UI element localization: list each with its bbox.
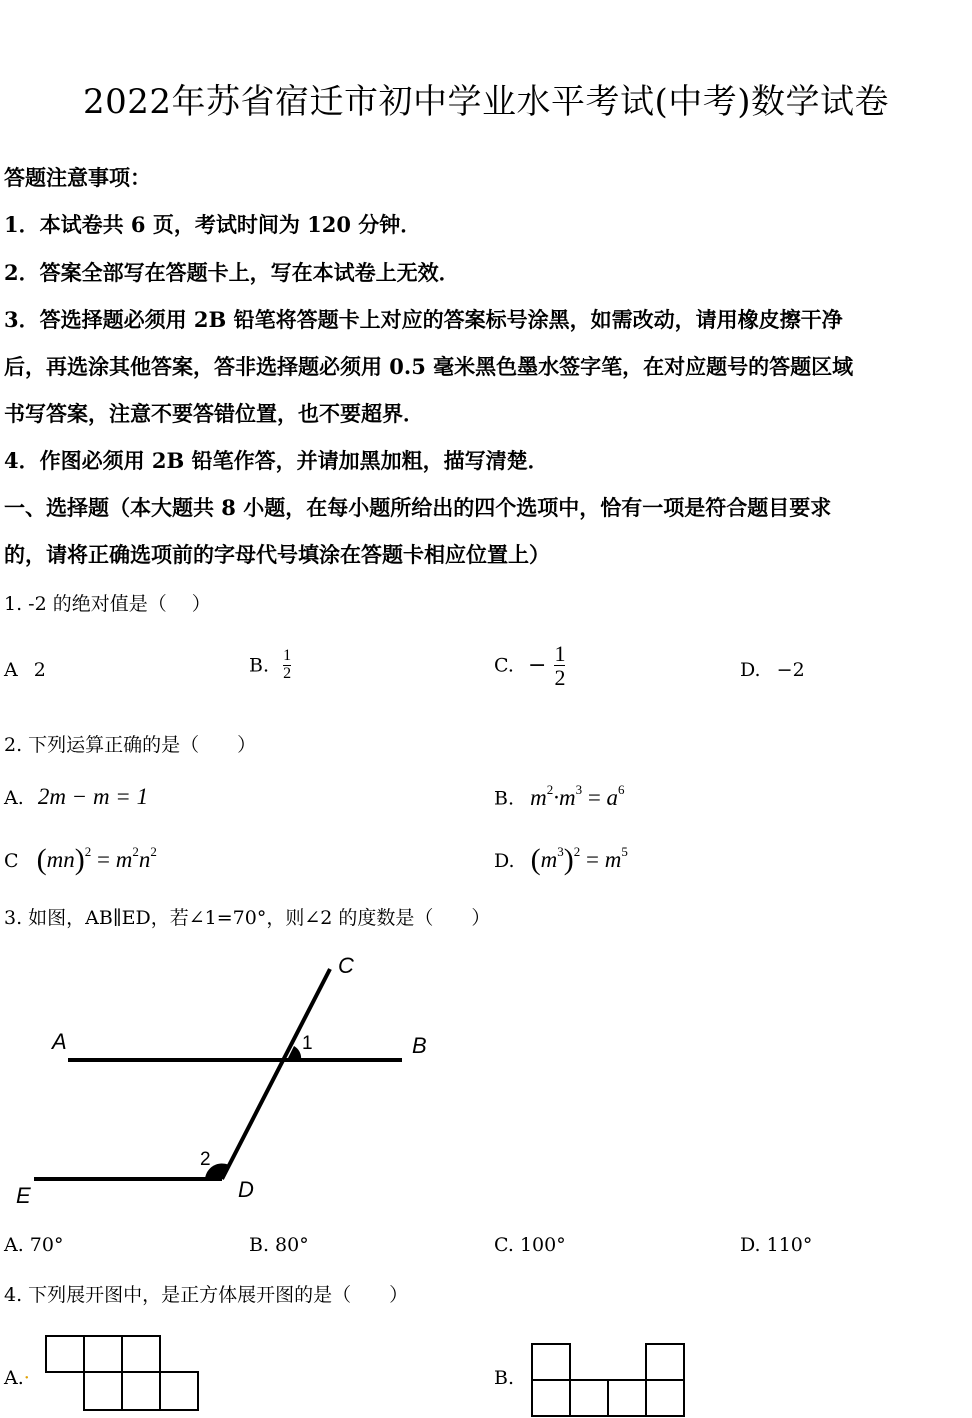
q1-d-letter: D. [740,659,761,681]
q1-option-d[interactable] [740,659,805,681]
q3-option-b[interactable]: B. 80° [249,1234,309,1256]
line-cd [222,969,330,1179]
note-3-line-3: 书写答案，注意不要答错位置，也不要超界． [4,401,424,426]
q1-b-letter: B. [249,654,270,677]
q1-b-denominator: 2 [283,664,292,682]
note-3-line-1: 3．答选择题必须用 2B 铅笔将答题卡上对应的答案标号涂黑，如需改动，请用橡皮擦干净 [4,307,843,332]
q4-a-letter: A. [4,1367,24,1389]
notes-heading: 答题注意事项： [4,165,151,190]
q2-option-d[interactable] [494,843,628,877]
q4-option-a[interactable] [4,1367,30,1389]
q2-option-b[interactable] [494,784,625,811]
q1-option-a[interactable] [4,659,46,681]
q2-option-c[interactable] [4,843,157,877]
note-1: 1．本试卷共 6 页，考试时间为 120 分钟． [4,212,422,237]
q3-option-d[interactable]: D. 110° [740,1234,813,1256]
q1-c-sign: − [527,653,547,679]
note-2: 2．答案全部写在答题卡上，写在本试卷上无效． [4,260,460,285]
q4-b-letter: B. [494,1367,515,1389]
q2-c-expression: $(mn)^2 = m^2n^2$ [36,843,157,876]
q2-c-letter: C [4,850,19,872]
q2-d-expression: $(m^3)^2 = m^5$ [530,843,628,876]
label-e: E [16,1183,31,1208]
q2-option-a[interactable] [4,784,148,810]
q4-net-a [44,1334,204,1414]
q1-stem: 1. -2 的绝对值是（ ） [4,593,211,615]
q1-d-value: −2 [776,659,805,681]
q2-a-expression: 2m − m = 1 [37,784,149,809]
label-b: B [412,1033,427,1058]
label-d: D [238,1177,254,1202]
q2-b-letter: B. [494,787,515,810]
q4-net-b [530,1342,690,1418]
q1-c-denominator: 2 [554,665,566,691]
note-4: 4．作图必须用 2B 铅笔作答，并请加黑加粗，描写清楚． [4,448,549,473]
label-c: C [338,953,354,978]
q4-stem: 4. 下列展开图中，是正方体展开图的是（ ） [4,1284,409,1306]
q2-b-expression: $m^2\cdot m^3 = a^6$ [530,782,625,810]
q1-a-value: 2 [33,659,46,681]
section-heading-line-2: 的，请将正确选项前的字母代号填涂在答题卡相应位置上） [4,542,550,567]
section-heading-line-1: 一、选择题（本大题共 8 小题，在每小题所给出的四个选项中，恰有一项是符合题目要求 [4,495,832,520]
q3-option-a[interactable]: A. 70° [4,1234,64,1256]
label-a: A [52,1029,67,1054]
q1-c-fraction [554,642,565,689]
stray-dot: · [23,1367,30,1389]
q1-option-b[interactable] [249,648,291,683]
label-angle-1: 1 [302,1033,313,1054]
page-title: 2022年苏省宿迁市初中学业水平考试(中考)数学试卷 [82,82,890,122]
q4-option-b[interactable] [494,1367,514,1389]
q3-stem: 3. 如图，AB∥ED，若∠1=70°，则∠2 的度数是（ ） [4,907,491,929]
q1-c-numerator: 1 [554,641,566,666]
q1-c-letter: C. [494,654,514,677]
q1-a-letter: A [4,659,18,681]
q3-option-c[interactable]: C. 100° [494,1234,566,1256]
note-3-line-2: 后，再选涂其他答案，答非选择题必须用 0.5 毫米黑色墨水签字笔，在对应题号的答题区域 [4,354,854,379]
label-angle-2: 2 [200,1149,211,1170]
q1-b-fraction [283,648,291,683]
q2-stem: 2. 下列运算正确的是（ ） [4,734,257,756]
q2-a-letter: A. [4,787,24,809]
q1-b-numerator: 1 [283,647,292,664]
q3-figure [0,945,460,1215]
q2-d-letter: D. [494,850,515,872]
q1-option-c[interactable] [494,642,565,689]
